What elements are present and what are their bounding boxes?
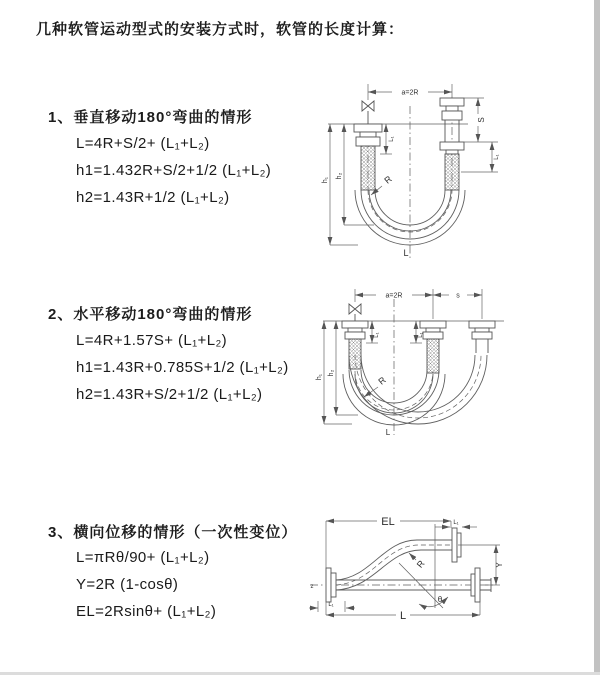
section-2-heading: 2、水平移动180°弯曲的情形	[48, 306, 253, 323]
braided-hose-section	[445, 154, 459, 190]
vertical-bend-diagram	[308, 78, 590, 263]
radius-label: R	[414, 558, 427, 570]
dim-label-l1-left: L₁	[389, 136, 395, 142]
section-1-formula-L: L=4R+S/2+ (L₁+L₂)	[76, 135, 210, 152]
section-3-formula-EL: EL=2Rsinθ+ (L₁+L₂)	[76, 603, 217, 620]
right-flange	[469, 321, 495, 353]
length-label: L	[399, 610, 407, 622]
dim-label-span: a=2R	[385, 292, 403, 300]
axis-mark: z	[310, 584, 314, 590]
length-label: L	[385, 428, 391, 437]
hose-u-bends	[343, 355, 487, 425]
lateral-displacement-diagram	[303, 508, 595, 648]
braided-hose-section	[361, 146, 375, 190]
dim-label-s: s	[456, 292, 460, 300]
dim-label-y: Y	[495, 562, 504, 568]
section-1-heading: 1、垂直移动180°弯曲的情形	[48, 109, 253, 126]
dimension-labels	[322, 90, 500, 259]
radius-label: R	[382, 173, 394, 186]
dim-label-h1: h₁	[316, 373, 323, 381]
valve-icon	[362, 101, 374, 124]
dim-label-s: S	[477, 117, 486, 123]
middle-flange	[420, 321, 446, 373]
left-flange	[342, 321, 368, 369]
section-3-heading: 3、横向位移的情形（一次性变位）	[48, 524, 298, 541]
section-1-formula-h2: h2=1.43R+1/2 (L₁+L₂)	[76, 189, 230, 206]
left-flange	[326, 568, 336, 602]
dim-label-l1-top: L₁	[453, 520, 459, 526]
horizontal-bend-diagram	[308, 283, 590, 463]
length-label: L	[403, 248, 409, 258]
scan-edge-right	[594, 0, 600, 675]
dim-label-h1: h₁	[322, 176, 329, 184]
hose-s-curve	[336, 540, 471, 590]
section-1-formula-h1: h1=1.432R+S/2+1/2 (L₁+L₂)	[76, 162, 272, 179]
braided-hose-section	[349, 339, 361, 369]
dim-label-l1-mid: L₁	[418, 332, 424, 338]
document-title: 几种软管运动型式的安装方式时，软管的长度计算：	[36, 21, 405, 38]
dimension-lines	[309, 521, 500, 615]
dim-label-span: a=2R	[401, 89, 419, 97]
angle-label: θ	[437, 595, 443, 604]
braided-hose-section	[427, 339, 439, 373]
right-flange	[440, 98, 464, 190]
section-2-formula-L: L=4R+1.57S+ (L₁+L₂)	[76, 332, 228, 349]
dim-label-l1-left: L₁	[328, 602, 334, 608]
section-2-formula-h2: h2=1.43R+S/2+1/2 (L₁+L₂)	[76, 386, 263, 403]
valve-icon	[349, 304, 361, 321]
dimension-lines	[324, 289, 482, 424]
dim-label-h2: h₂	[336, 172, 343, 180]
dim-label-el: EL	[381, 516, 395, 528]
section-3-formula-L: L=πRθ/90+ (L₁+L₂)	[76, 549, 210, 566]
section-3-formula-Y: Y=2R (1-cosθ)	[76, 576, 179, 593]
dim-label-l1-right: L₁	[494, 154, 500, 160]
section-2-formula-h1: h1=1.43R+0.785S+1/2 (L₁+L₂)	[76, 359, 289, 376]
radius-label: R	[376, 374, 388, 387]
dimension-lines	[330, 84, 498, 245]
centerlines	[310, 524, 495, 608]
left-flange	[354, 124, 382, 190]
dim-label-h2: h₂	[328, 369, 335, 377]
dim-label-l1-left: L₁	[374, 332, 380, 338]
